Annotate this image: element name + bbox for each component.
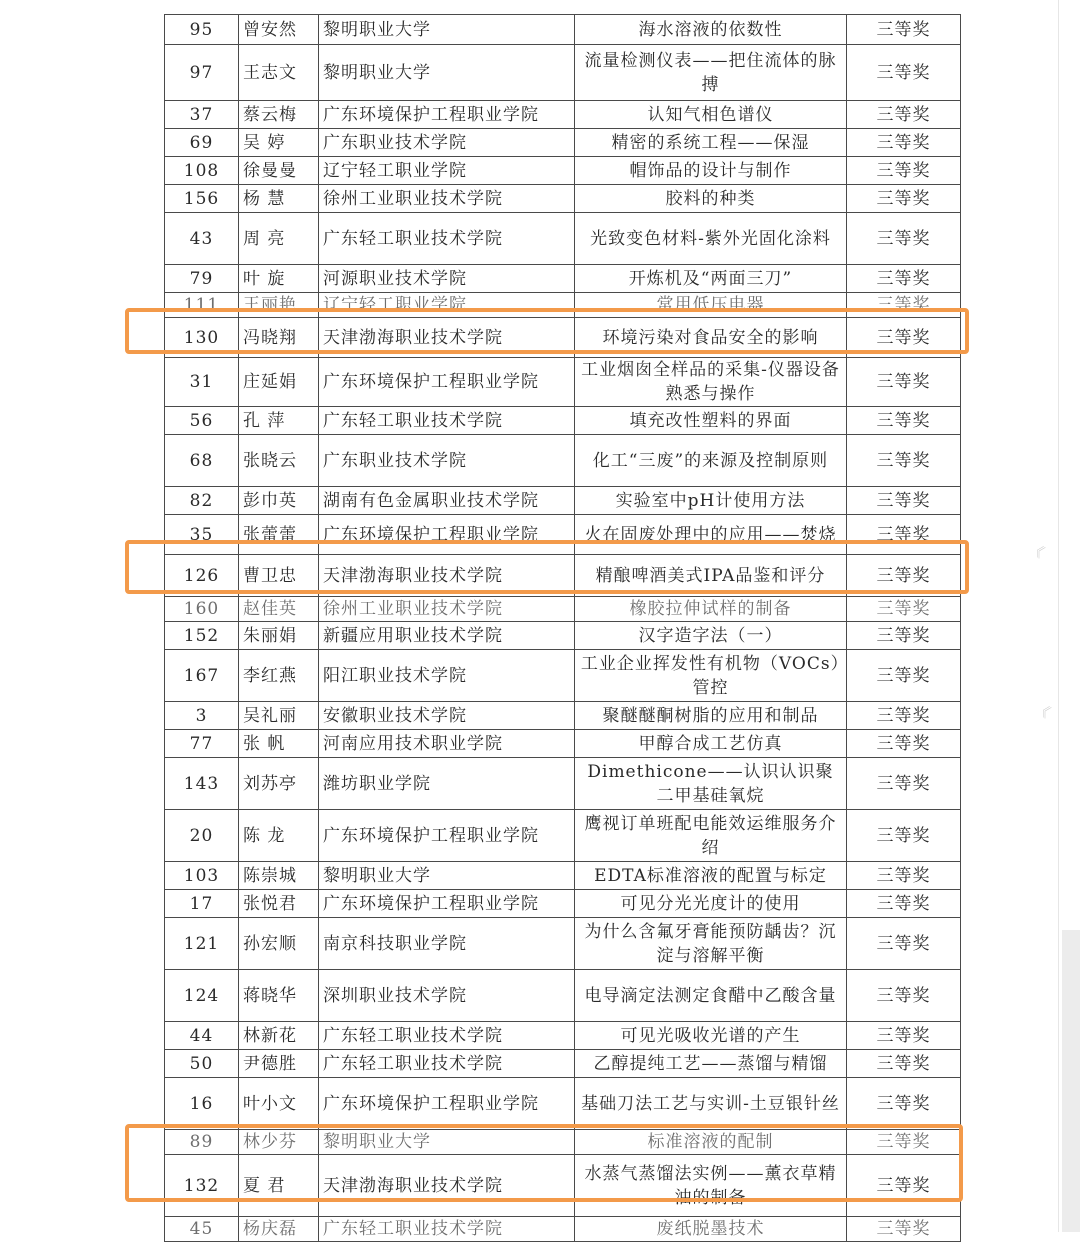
school-name: 广东轻工职业技术学院: [319, 407, 575, 435]
award-level: 三等奖: [847, 1050, 961, 1078]
entry-number: 156: [165, 185, 239, 213]
school-name: 广东环境保护工程职业学院: [319, 101, 575, 129]
award-level: 三等奖: [847, 435, 961, 487]
school-name: 辽宁轻工职业学院: [319, 157, 575, 185]
contestant-name: 冯晓翔: [239, 318, 319, 358]
table-row: [165, 730, 961, 758]
entry-number: 68: [165, 435, 239, 487]
table-row: [165, 213, 961, 265]
entry-number: 35: [165, 515, 239, 555]
contestant-name: 夏 君: [239, 1155, 319, 1217]
contestant-name: 王丽艳: [239, 293, 319, 318]
table-row: [165, 918, 961, 970]
contestant-name: 叶 旋: [239, 265, 319, 293]
work-title: 填充改性塑料的界面: [575, 407, 847, 435]
contestant-name: 周 亮: [239, 213, 319, 265]
work-title: 可见光吸收光谱的产生: [575, 1022, 847, 1050]
contestant-name: 张蕾蕾: [239, 515, 319, 555]
school-name: 辽宁轻工职业学院: [319, 293, 575, 318]
work-title: 帽饰品的设计与制作: [575, 157, 847, 185]
work-title: 精酿啤酒美式IPA品鉴和评分: [575, 555, 847, 597]
school-name: 徐州工业职业技术学院: [319, 185, 575, 213]
awards-table: [164, 14, 961, 1242]
award-level: 三等奖: [847, 1078, 961, 1130]
table-row: [165, 129, 961, 157]
table-row: [165, 157, 961, 185]
table-row: [165, 487, 961, 515]
entry-number: 89: [165, 1130, 239, 1155]
award-level: 三等奖: [847, 487, 961, 515]
contestant-name: 孔 萍: [239, 407, 319, 435]
award-level: 三等奖: [847, 515, 961, 555]
table-row: [165, 1050, 961, 1078]
table-row: [165, 185, 961, 213]
award-level: 三等奖: [847, 15, 961, 45]
page-edge-shadow: [1062, 930, 1080, 1232]
school-name: 黎明职业大学: [319, 862, 575, 890]
contestant-name: 尹德胜: [239, 1050, 319, 1078]
school-name: 河源职业技术学院: [319, 265, 575, 293]
table-row: [165, 702, 961, 730]
school-name: 深圳职业技术学院: [319, 970, 575, 1022]
entry-number: 3: [165, 702, 239, 730]
highlight-box: [125, 308, 969, 354]
contestant-name: 徐曼曼: [239, 157, 319, 185]
award-level: 三等奖: [847, 293, 961, 318]
entry-number: 17: [165, 890, 239, 918]
school-name: 安徽职业技术学院: [319, 702, 575, 730]
entry-number: 20: [165, 810, 239, 862]
work-title: 认知气相色谱仪: [575, 101, 847, 129]
school-name: 河南应用技术职业学院: [319, 730, 575, 758]
award-level: 三等奖: [847, 1217, 961, 1242]
school-name: 广东环境保护工程职业学院: [319, 890, 575, 918]
entry-number: 82: [165, 487, 239, 515]
award-level: 三等奖: [847, 890, 961, 918]
work-title: 火在固废处理中的应用——焚烧: [575, 515, 847, 555]
stamp-mark: ︽: [1027, 540, 1049, 561]
school-name: 湖南有色金属职业技术学院: [319, 487, 575, 515]
entry-number: 97: [165, 45, 239, 101]
award-level: 三等奖: [847, 702, 961, 730]
school-name: 天津渤海职业技术学院: [319, 318, 575, 358]
school-name: 阳江职业技术学院: [319, 650, 575, 702]
award-level: 三等奖: [847, 730, 961, 758]
work-title: 环境污染对食品安全的影响: [575, 318, 847, 358]
entry-number: 124: [165, 970, 239, 1022]
award-level: 三等奖: [847, 45, 961, 101]
entry-number: 108: [165, 157, 239, 185]
contestant-name: 吴礼丽: [239, 702, 319, 730]
award-level: 三等奖: [847, 1022, 961, 1050]
contestant-name: 张悦君: [239, 890, 319, 918]
contestant-name: 刘苏亭: [239, 758, 319, 810]
work-title: EDTA标准溶液的配置与标定: [575, 862, 847, 890]
school-name: 广东轻工职业技术学院: [319, 1217, 575, 1242]
highlight-box: [125, 540, 969, 594]
school-name: 南京科技职业学院: [319, 918, 575, 970]
entry-number: 69: [165, 129, 239, 157]
award-level: 三等奖: [847, 213, 961, 265]
table-row: [165, 1022, 961, 1050]
award-level: 三等奖: [847, 101, 961, 129]
entry-number: 45: [165, 1217, 239, 1242]
award-level: 三等奖: [847, 597, 961, 622]
work-title: 为什么含氟牙膏能预防龋齿？沉淀与溶解平衡: [575, 918, 847, 970]
table-row: [165, 970, 961, 1022]
work-title: 常用低压电器: [575, 293, 847, 318]
contestant-name: 杨庆磊: [239, 1217, 319, 1242]
table-row: [165, 597, 961, 622]
school-name: 天津渤海职业技术学院: [319, 555, 575, 597]
work-title: 海水溶液的依数性: [575, 15, 847, 45]
table-row: [165, 890, 961, 918]
school-name: 广东环境保护工程职业学院: [319, 358, 575, 407]
table-row: [165, 101, 961, 129]
work-title: 汉字造字法（一）: [575, 622, 847, 650]
award-level: 三等奖: [847, 129, 961, 157]
work-title: 化工“三废”的来源及控制原则: [575, 435, 847, 487]
contestant-name: 叶小文: [239, 1078, 319, 1130]
award-level: 三等奖: [847, 265, 961, 293]
work-title: 电导滴定法测定食醋中乙酸含量: [575, 970, 847, 1022]
work-title: 基础刀法工艺与实训-土豆银针丝: [575, 1078, 847, 1130]
contestant-name: 曾安然: [239, 15, 319, 45]
entry-number: 31: [165, 358, 239, 407]
contestant-name: 陈崇城: [239, 862, 319, 890]
contestant-name: 林少芬: [239, 1130, 319, 1155]
entry-number: 16: [165, 1078, 239, 1130]
contestant-name: 蒋晓华: [239, 970, 319, 1022]
school-name: 广东轻工职业技术学院: [319, 213, 575, 265]
contestant-name: 彭巾英: [239, 487, 319, 515]
table-row: [165, 15, 961, 45]
contestant-name: 王志文: [239, 45, 319, 101]
school-name: 广东职业技术学院: [319, 435, 575, 487]
contestant-name: 陈 龙: [239, 810, 319, 862]
table-row: [165, 45, 961, 101]
award-level: 三等奖: [847, 758, 961, 810]
school-name: 广东轻工职业技术学院: [319, 1022, 575, 1050]
table-row: [165, 1078, 961, 1130]
table-row: [165, 758, 961, 810]
award-level: 三等奖: [847, 555, 961, 597]
table-row: [165, 1217, 961, 1242]
award-level: 三等奖: [847, 810, 961, 862]
award-level: 三等奖: [847, 318, 961, 358]
stamp-mark: ︽: [1033, 700, 1055, 721]
work-title: 可见分光光度计的使用: [575, 890, 847, 918]
work-title: 实验室中pH计使用方法: [575, 487, 847, 515]
award-level: 三等奖: [847, 650, 961, 702]
school-name: 黎明职业大学: [319, 1130, 575, 1155]
entry-number: 130: [165, 318, 239, 358]
school-name: 广东职业技术学院: [319, 129, 575, 157]
entry-number: 121: [165, 918, 239, 970]
contestant-name: 杨 慧: [239, 185, 319, 213]
entry-number: 43: [165, 213, 239, 265]
entry-number: 56: [165, 407, 239, 435]
school-name: 广东环境保护工程职业学院: [319, 810, 575, 862]
contestant-name: 张晓云: [239, 435, 319, 487]
award-level: 三等奖: [847, 185, 961, 213]
work-title: 废纸脱墨技术: [575, 1217, 847, 1242]
contestant-name: 林新花: [239, 1022, 319, 1050]
entry-number: 79: [165, 265, 239, 293]
entry-number: 37: [165, 101, 239, 129]
award-level: 三等奖: [847, 407, 961, 435]
page-edge: [1058, 0, 1059, 1232]
award-level: 三等奖: [847, 1130, 961, 1155]
contestant-name: 李红燕: [239, 650, 319, 702]
contestant-name: 赵佳英: [239, 597, 319, 622]
work-title: 水蒸气蒸馏法实例——薰衣草精油的制备: [575, 1155, 847, 1217]
school-name: 天津渤海职业技术学院: [319, 1155, 575, 1217]
table-row: [165, 435, 961, 487]
work-title: 工业烟囱全样品的采集-仪器设备熟悉与操作: [575, 358, 847, 407]
table-row: [165, 810, 961, 862]
table-row: [165, 265, 961, 293]
school-name: 黎明职业大学: [319, 45, 575, 101]
table-row: [165, 358, 961, 407]
table-row: [165, 862, 961, 890]
school-name: 徐州工业职业技术学院: [319, 597, 575, 622]
entry-number: 103: [165, 862, 239, 890]
entry-number: 44: [165, 1022, 239, 1050]
award-level: 三等奖: [847, 862, 961, 890]
table-row: [165, 622, 961, 650]
work-title: 聚醚醚酮树脂的应用和制品: [575, 702, 847, 730]
contestant-name: 曹卫忠: [239, 555, 319, 597]
work-title: 精密的系统工程——保湿: [575, 129, 847, 157]
school-name: 广东环境保护工程职业学院: [319, 1078, 575, 1130]
school-name: 广东轻工职业技术学院: [319, 1050, 575, 1078]
entry-number: 167: [165, 650, 239, 702]
work-title: 开炼机及“两面三刀”: [575, 265, 847, 293]
table-row: [165, 650, 961, 702]
entry-number: 50: [165, 1050, 239, 1078]
entry-number: 152: [165, 622, 239, 650]
entry-number: 95: [165, 15, 239, 45]
school-name: 潍坊职业学院: [319, 758, 575, 810]
contestant-name: 朱丽娟: [239, 622, 319, 650]
award-level: 三等奖: [847, 1155, 961, 1217]
entry-number: 143: [165, 758, 239, 810]
work-title: 光致变色材料-紫外光固化涂料: [575, 213, 847, 265]
entry-number: 160: [165, 597, 239, 622]
award-level: 三等奖: [847, 622, 961, 650]
contestant-name: 吴 婷: [239, 129, 319, 157]
contestant-name: 蔡云梅: [239, 101, 319, 129]
work-title: 工业企业挥发性有机物（VOCs）管控: [575, 650, 847, 702]
contestant-name: 孙宏顺: [239, 918, 319, 970]
entry-number: 126: [165, 555, 239, 597]
work-title: 流量检测仪表——把住流体的脉搏: [575, 45, 847, 101]
entry-number: 111: [165, 293, 239, 318]
highlight-box: [125, 1124, 963, 1202]
entry-number: 77: [165, 730, 239, 758]
school-name: 新疆应用职业技术学院: [319, 622, 575, 650]
school-name: 广东环境保护工程职业学院: [319, 515, 575, 555]
award-level: 三等奖: [847, 918, 961, 970]
work-title: 标准溶液的配制: [575, 1130, 847, 1155]
award-level: 三等奖: [847, 970, 961, 1022]
work-title: 乙醇提纯工艺——蒸馏与精馏: [575, 1050, 847, 1078]
work-title: 鹰视订单班配电能效运维服务介绍: [575, 810, 847, 862]
contestant-name: 庄延娟: [239, 358, 319, 407]
table-row: [165, 407, 961, 435]
work-title: Dimethicone——认识认识聚二甲基硅氧烷: [575, 758, 847, 810]
award-level: 三等奖: [847, 358, 961, 407]
school-name: 黎明职业大学: [319, 15, 575, 45]
entry-number: 132: [165, 1155, 239, 1217]
work-title: 胶料的种类: [575, 185, 847, 213]
work-title: 甲醇合成工艺仿真: [575, 730, 847, 758]
work-title: 橡胶拉伸试样的制备: [575, 597, 847, 622]
contestant-name: 张 帆: [239, 730, 319, 758]
award-level: 三等奖: [847, 157, 961, 185]
